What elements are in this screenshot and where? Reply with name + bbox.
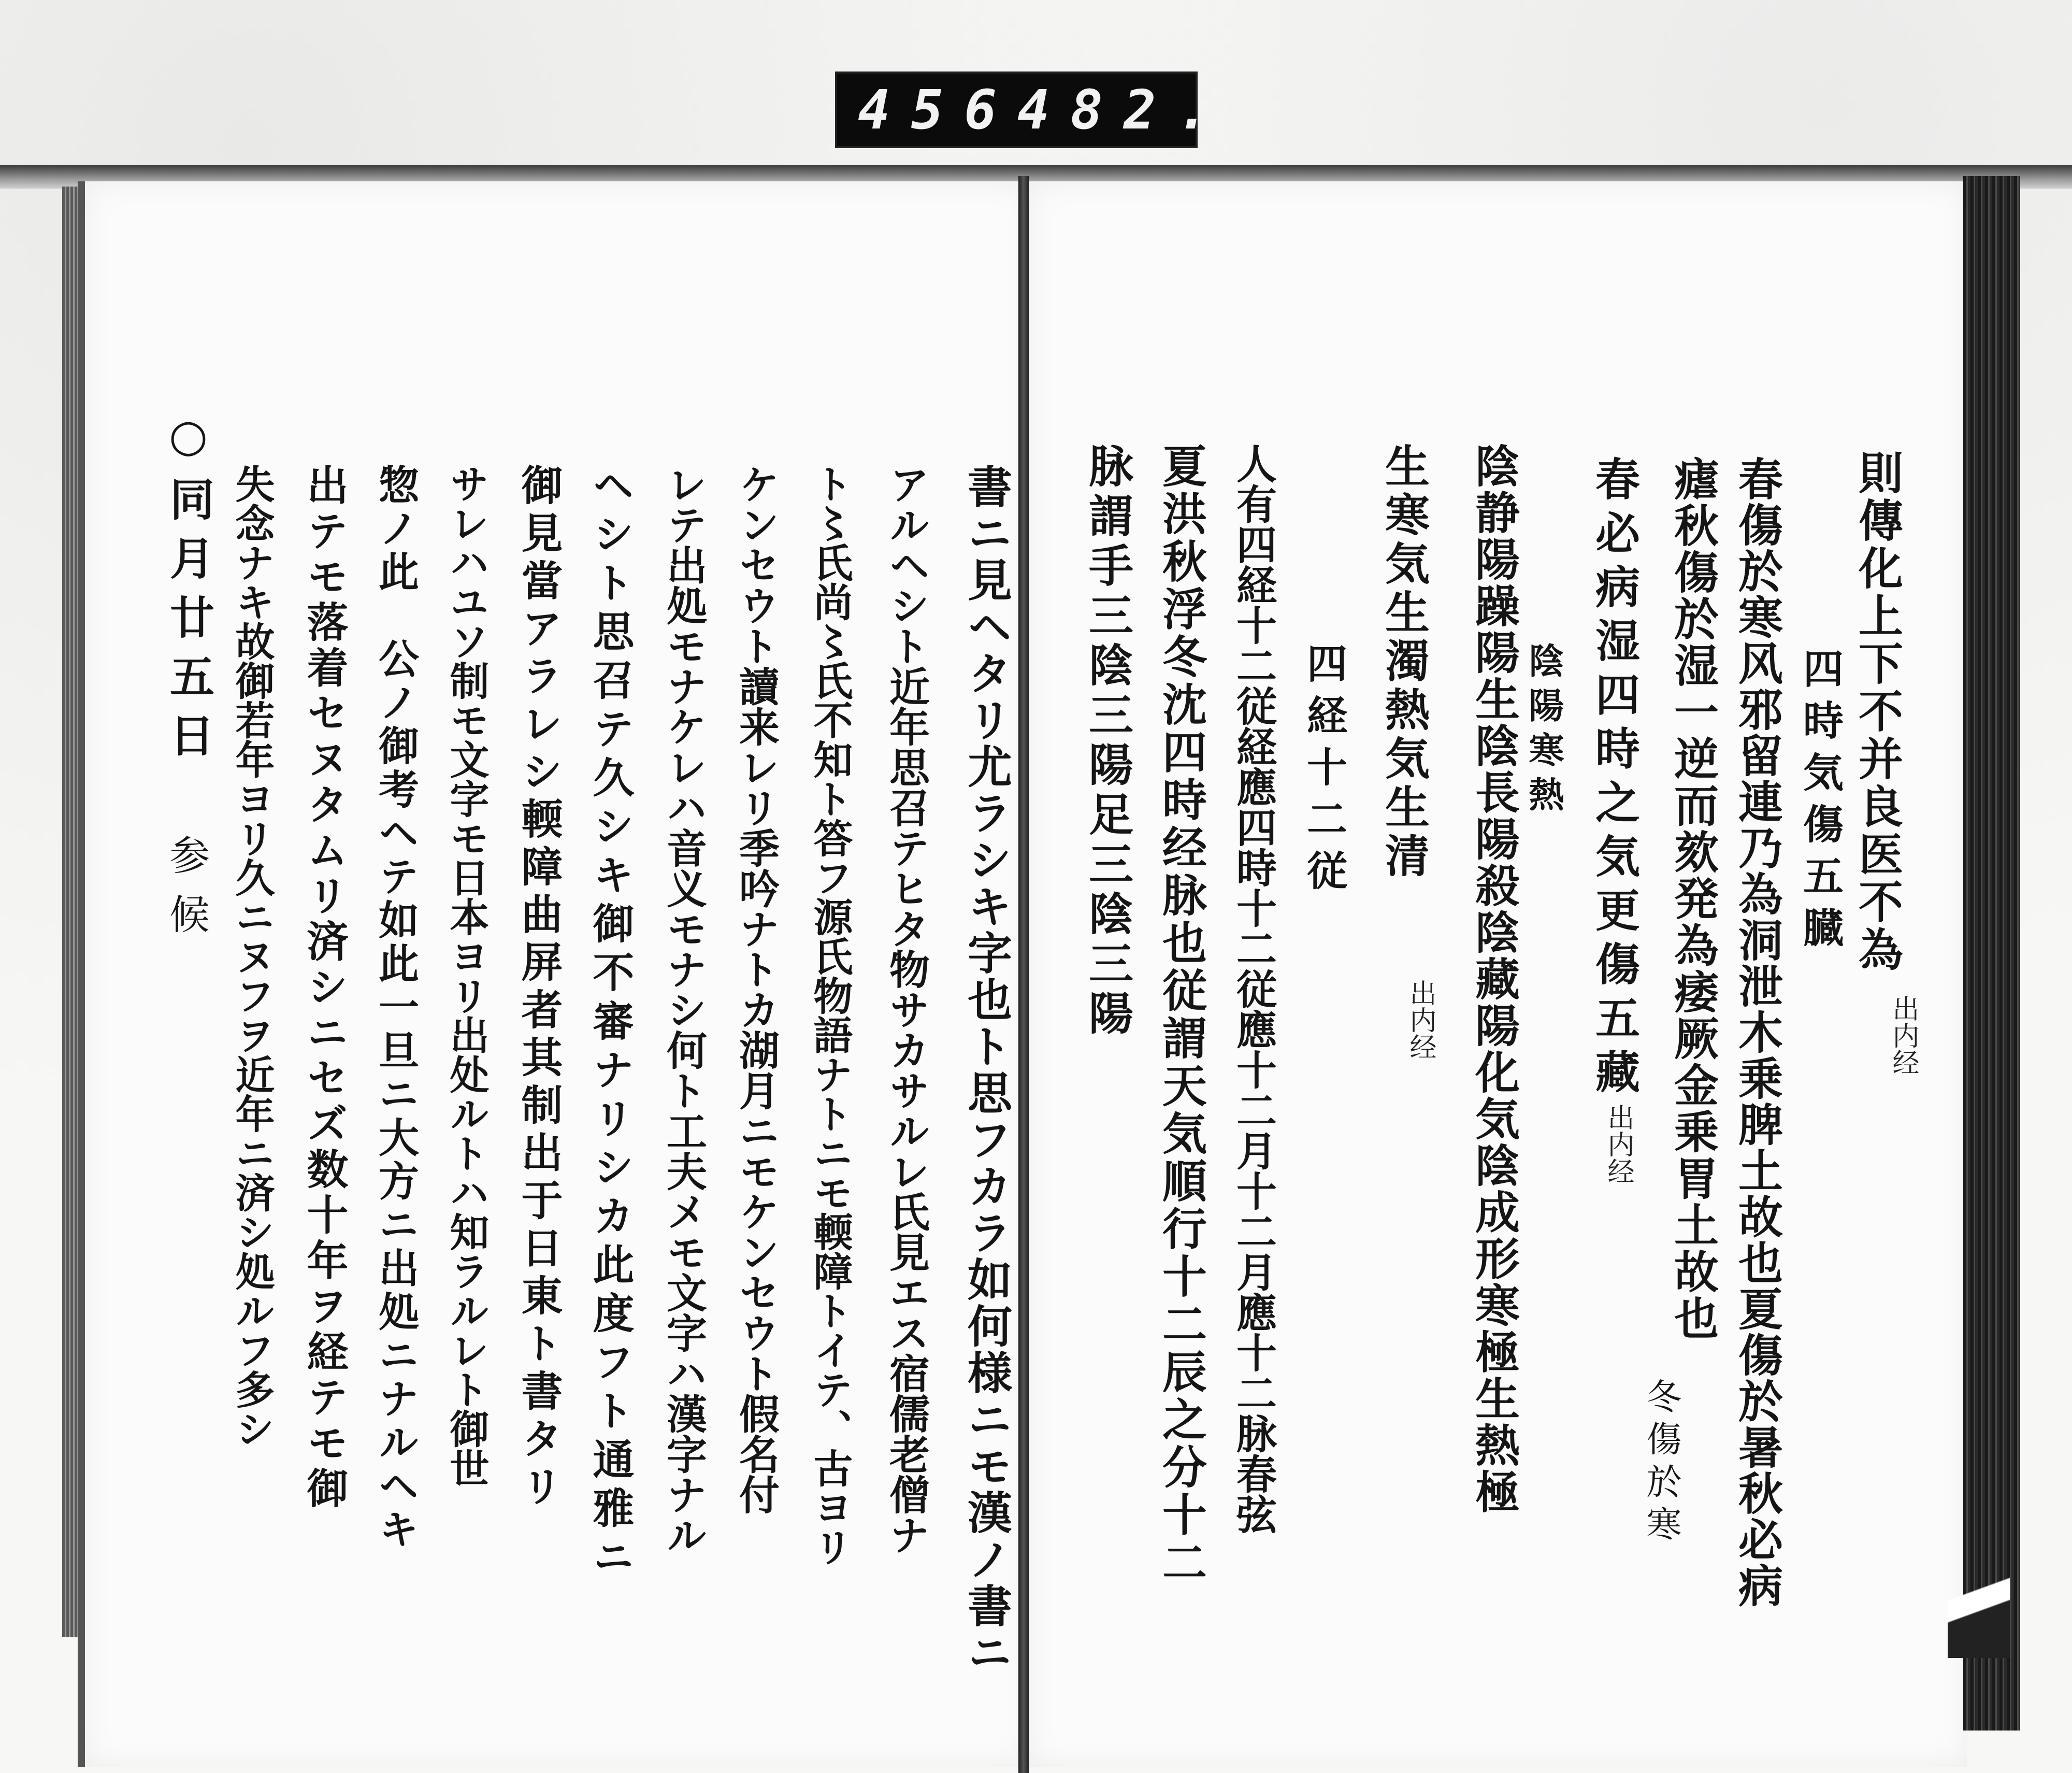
right-line-7: 春必病湿四時之気更傷五藏 — [1588, 456, 1640, 1103]
right-line-4: 春傷於寒风邪留連乃為洞泄木乗脾土故也夏傷於暑秋必病 — [1731, 456, 1783, 1609]
left-page-number: 456 — [858, 78, 1017, 141]
right-line-15: 夏洪秋浮冬沈四時经脉也従謂天気順行十二辰之分十二 — [1155, 443, 1207, 1587]
right-line-11: 生寒気生濁熱気生清 — [1377, 443, 1430, 881]
left-line-1: 書ニ見ヘタリ尤ラシキ字也ト思フカラ如何様ニモ漢ノ書ニ — [960, 464, 1012, 1676]
left-line-6: ヘシト思召テ久シキ御不審ナリシカ此度フト通雅ニ — [586, 464, 635, 1584]
right-note-source-1: 出内经 — [1888, 995, 1919, 1076]
right-note-source-3: 出内经 — [1405, 979, 1436, 1060]
left-line-2: アルヘシト近年思召テヒタ物サカサルレ氏見エス宿儒老僧ナ — [883, 464, 930, 1555]
right-line-1: 則傳化上下不并良医不為 — [1851, 450, 1903, 974]
left-line-7: 御見當アラレシ輭障曲屏者其制出于日東ト書タリ — [514, 464, 563, 1512]
left-visit-note: 参候 — [163, 834, 209, 952]
left-line-4: ケンセウト讀来レリ季吟ナトカ湖月ニモケンセウト假名付 — [732, 464, 780, 1514]
right-line-6: 冬傷於寒 — [1641, 1378, 1681, 1548]
left-line-8: サレハユソ制モ文字モ日本ヨリ出处ルトハ知ラルレト御世 — [443, 464, 490, 1488]
right-heading-four-seasons: 四時気傷五臓 — [1796, 648, 1844, 959]
right-line-14: 人有四経十二従経應四時十二従應十二月十二月應十二脉春弦 — [1230, 443, 1277, 1534]
right-heading-yin-yang: 陰陽寒熱 — [1523, 642, 1564, 821]
page-corner — [1948, 1534, 2010, 1658]
right-heading-four-channels: 四経十二従 — [1300, 642, 1347, 902]
left-line-9: 惣ノ此 公ノ御考ヘテ如此一旦ニ大方ニ出処ニナルヘキ — [372, 464, 419, 1552]
left-line-11: 失念ナキ故御若年ヨリ久ニヌフヲ近年ニ済シ処ルフ多シ — [229, 464, 275, 1448]
left-line-5: レテ出処モナケレハ音义モナシ何ト工夫メモ文字ハ漢字ナル — [660, 464, 707, 1555]
right-page-number: 482. — [1017, 78, 1230, 141]
left-date-line: ○同月廿五日 — [162, 409, 214, 771]
right-line-10: 陰静陽躁陽生陰長陽殺陰藏陽化気陰成形寒極生熱極 — [1467, 443, 1520, 1515]
right-page-edge — [1963, 176, 2020, 1731]
left-line-3: ト〻氏尚〻氏不知ト答フ源氏物語ナトニモ輭障トイテ、古ヨリ — [807, 464, 853, 1566]
right-note-source-2: 出内经 — [1603, 1104, 1634, 1184]
book-spine — [1018, 176, 1029, 1773]
left-line-10: 出テモ落着セヌタムリ済シニセズ数十年ヲ経テモ御 — [300, 464, 349, 1512]
archive-number-label — [835, 72, 1230, 148]
right-line-5: 瘧秋傷於湿一逆而欬発為痿厥金乗胃土故也 — [1666, 456, 1719, 1342]
right-line-16: 脉謂手三陰三陽足三陰三陽 — [1081, 443, 1133, 1040]
